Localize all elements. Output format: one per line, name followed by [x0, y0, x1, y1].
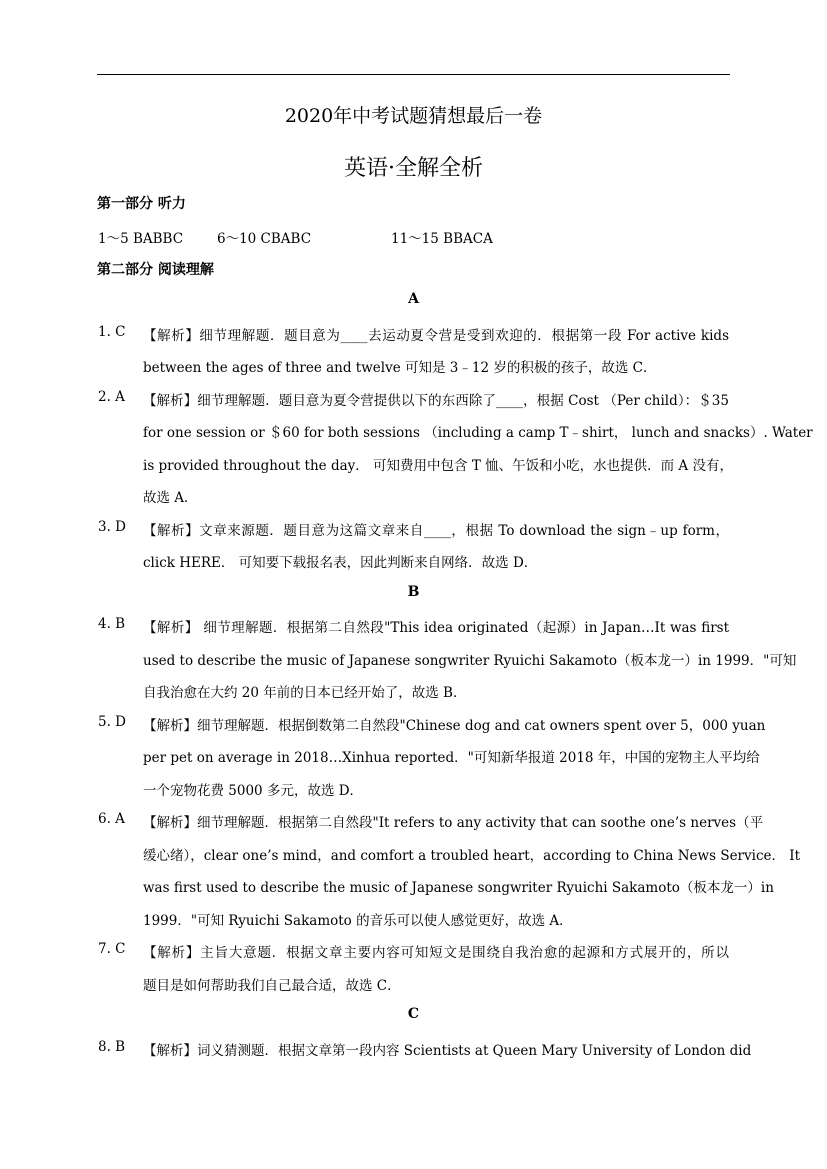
explanation-line: 1999．"可知 Ryuichi Sakamoto 的音乐可以使人感觉更好，故选 A．	[143, 913, 573, 929]
explanation-line: 【解析】细节理解题．根据倒数第二自然段"Chinese dog and cat owners spent over 5，000 yuan	[143, 718, 766, 734]
explanation-line: 【解析】主旨大意题．根据文章主要内容可知短文是围绕自我治愈的起源和方式展开的，所以	[143, 945, 729, 961]
section-c-label: C	[407, 1006, 420, 1022]
explanation-line: 【解析】细节理解题．题目意为____去运动夏令营是受到欢迎的．根据第一段 For active kids	[143, 328, 729, 344]
explanation-line: used to describe the music of Japanese songwriter Ryuichi Sakamoto（板本龙一）in 1999．"可知	[143, 653, 797, 669]
answer-group-1: 1～5 BABBC	[98, 231, 184, 247]
explanation-line: 自我治愈在大约 20 年前的日本已经开始了，故选 B．	[143, 685, 467, 701]
question-number: 4. B	[98, 616, 126, 632]
answer-group-2: 6～10 CBABC	[217, 231, 312, 247]
answer-group-3: 11～15 BBACA	[391, 231, 493, 247]
page-title: 2020年中考试题猜想最后一卷	[284, 105, 543, 127]
header-rule	[97, 74, 730, 75]
section-b-label: B	[407, 584, 420, 600]
question-number: 3. D	[98, 519, 126, 535]
explanation-line: 【解析】词义猜测题．根据文章第一段内容 Scientists at Queen Mary University of London did	[143, 1043, 752, 1059]
question-number: 2. A	[98, 389, 125, 405]
explanation-line: 题目是如何帮助我们自己最合适，故选 C．	[143, 978, 401, 994]
question-number: 5. D	[98, 714, 126, 730]
explanation-line: 【解析】细节理解题．题目意为夏令营提供以下的东西除了____，根据 Cost （Per child）：＄35	[143, 393, 729, 409]
page-subtitle: 英语·全解全析	[344, 156, 483, 181]
question-number: 7. C	[98, 941, 126, 957]
part1-heading: 第一部分 听力	[97, 196, 186, 212]
explanation-line: is provided throughout the day． 可知费用中包含 T 恤、午饭和小吃，水也提供．而 A 没有，	[143, 458, 733, 474]
section-a-label: A	[408, 291, 419, 307]
explanation-line: was first used to describe the music of Japanese songwriter Ryuichi Sakamoto（板本龙一）in	[143, 880, 774, 896]
explanation-line: per pet on average in 2018…Xinhua reported．"可知新华报道 2018 年，中国的宠物主人平均给	[143, 750, 760, 766]
question-number: 1. C	[98, 324, 126, 340]
question-number: 6. A	[98, 811, 125, 827]
explanation-line: between the ages of three and twelve 可知是 3﹣12 岁的积极的孩子，故选 C．	[143, 360, 657, 376]
explanation-line: 一个宠物花费 5000 多元，故选 D．	[143, 783, 364, 799]
explanation-line: 【解析】 细节理解题．根据第二自然段"This idea originated（起源）in Japan…It was first	[143, 620, 729, 636]
explanation-line: 【解析】细节理解题．根据第二自然段"It refers to any activity that can soothe one’s nerves（平	[143, 815, 764, 831]
part2-heading: 第二部分 阅读理解	[97, 262, 214, 278]
explanation-line: click HERE． 可知要下载报名表，因此判断来自网络．故选 D．	[143, 555, 538, 571]
explanation-line: 【解析】文章来源题．题目意为这篇文章来自____，根据 To download the sign﹣up form，	[143, 523, 729, 539]
explanation-line: 故选 A．	[143, 490, 198, 506]
explanation-line: 缓心绪），clear one’s mind，and comfort a troubled heart，according to China News Service． It	[143, 848, 801, 864]
question-number: 8. B	[98, 1039, 126, 1055]
explanation-line: for one session or ＄60 for both sessions （including a camp T﹣shirt， lunch and snacks）. Water	[143, 425, 813, 441]
